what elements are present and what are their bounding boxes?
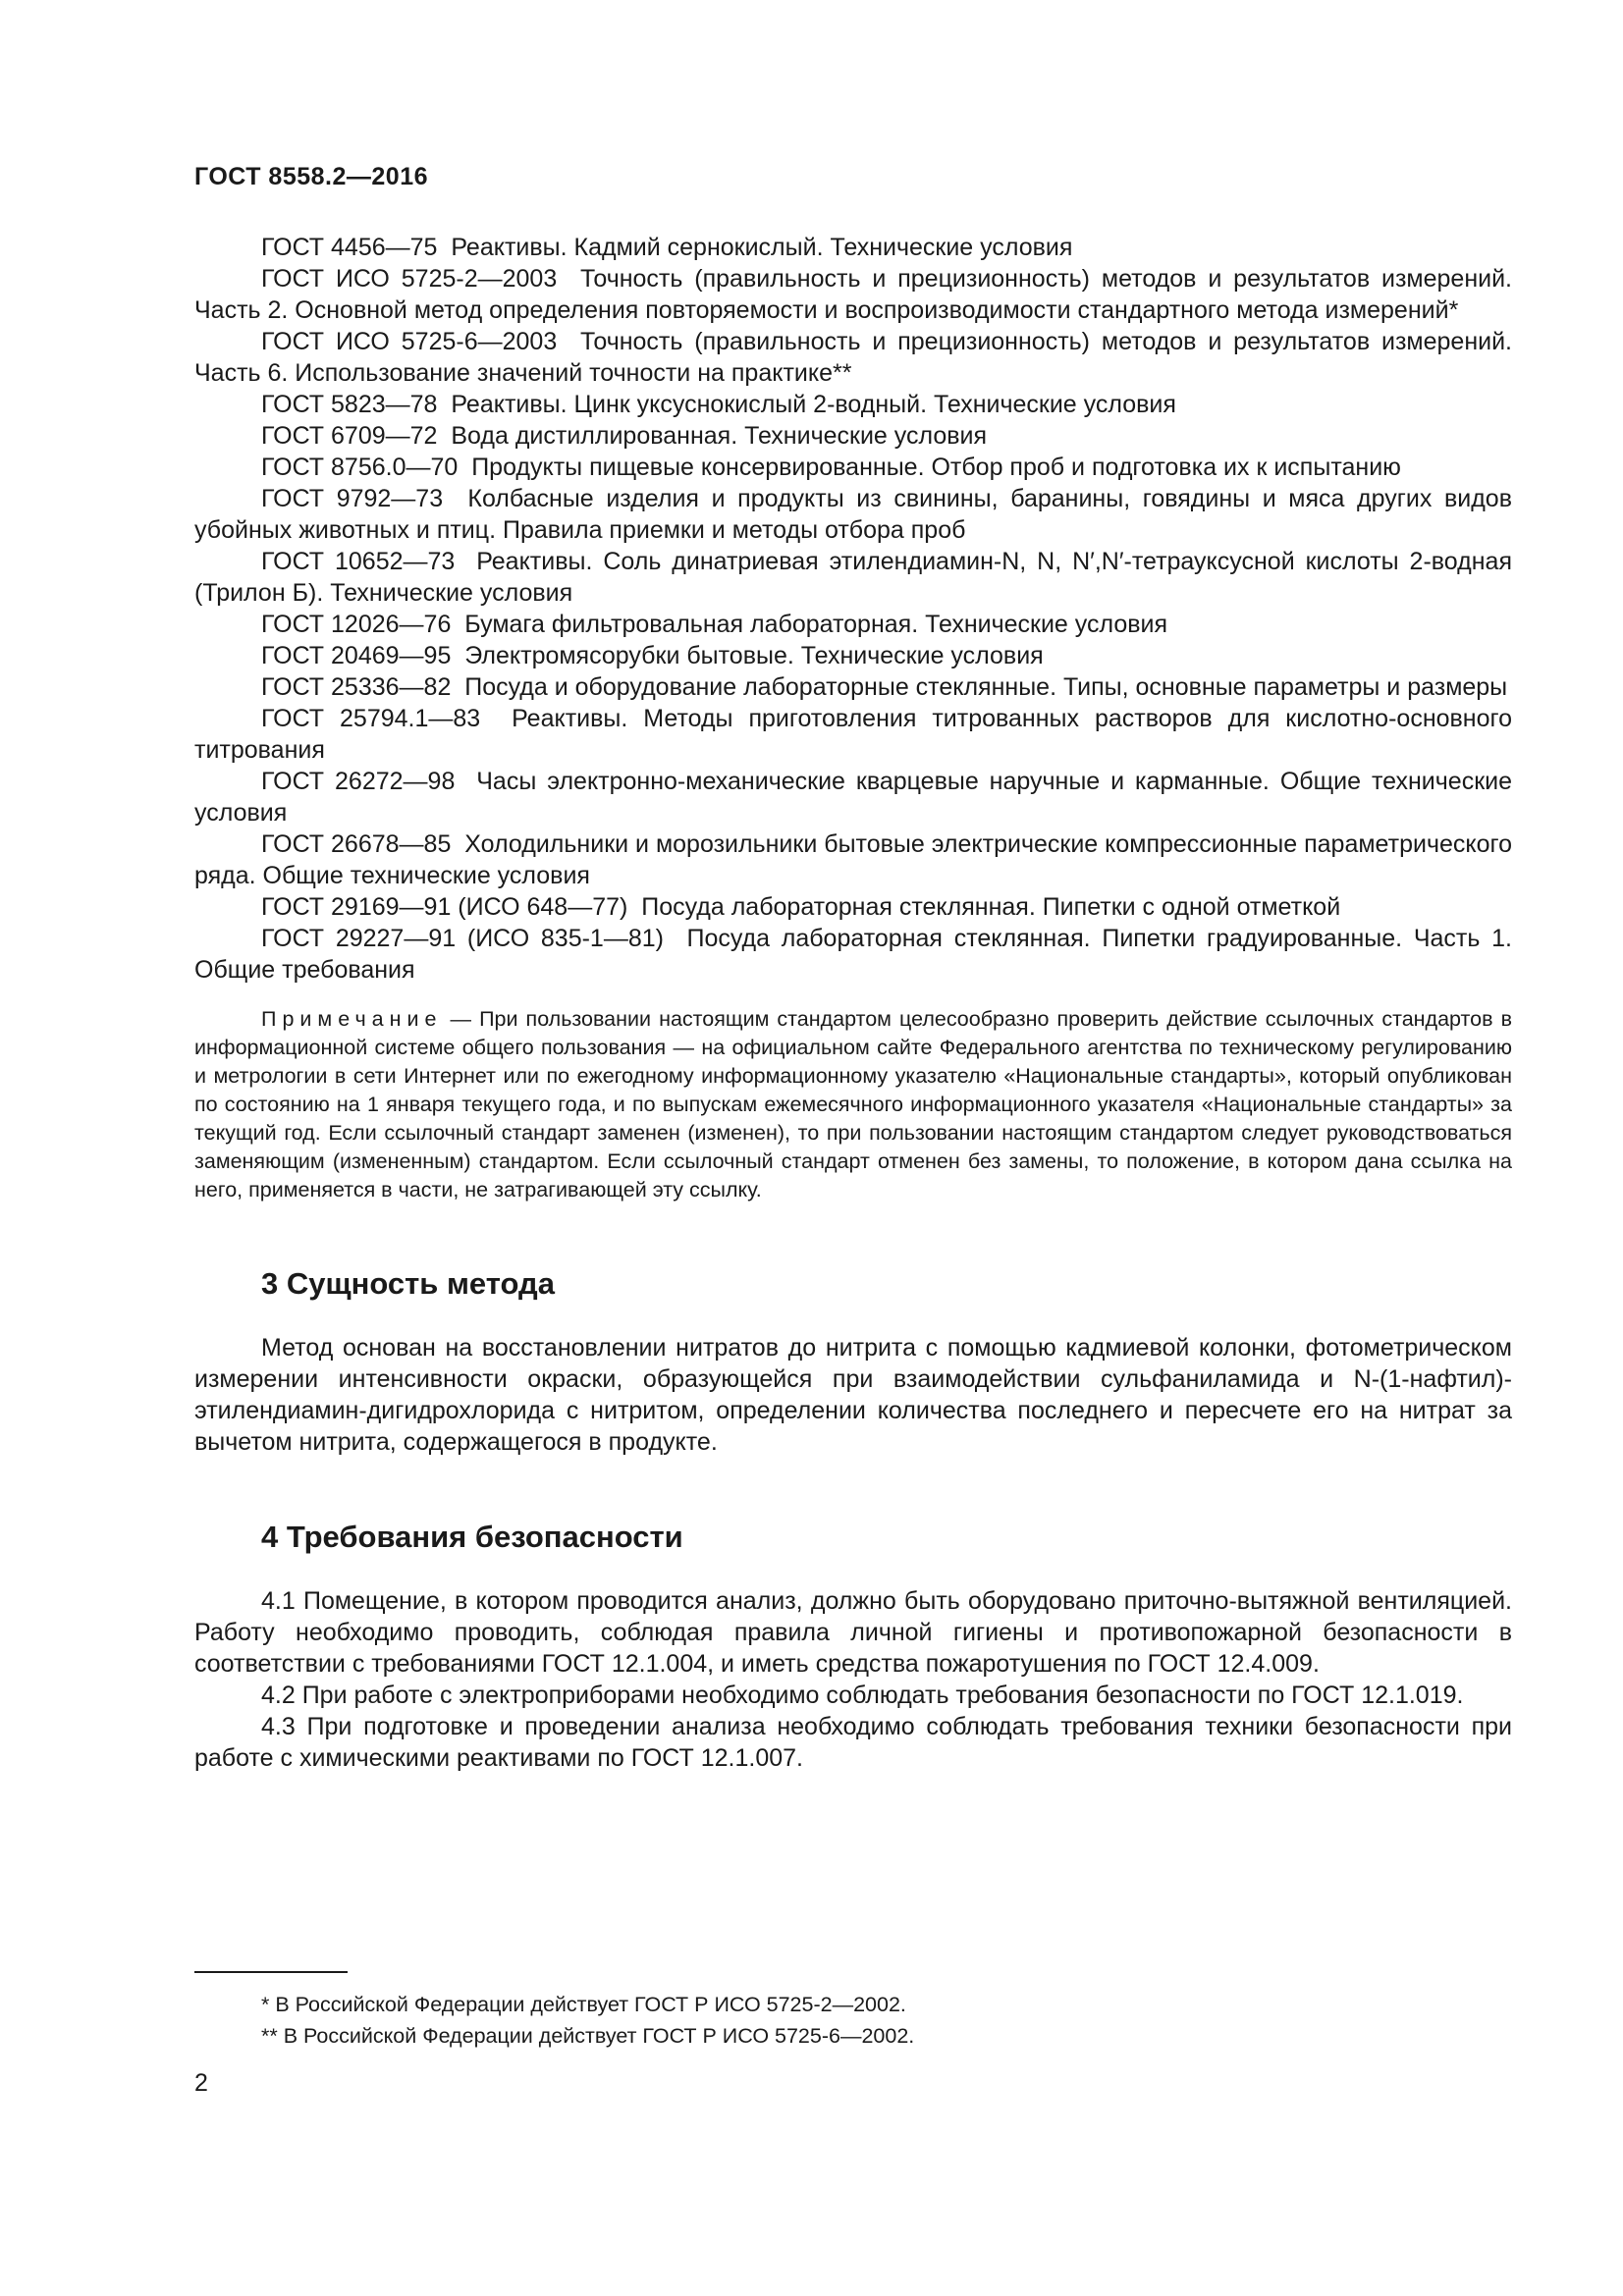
reference-code: ГОСТ 20469—95 bbox=[261, 642, 452, 669]
note-paragraph bbox=[194, 1005, 1512, 1204]
reference-text: Часы электронно-механические кварцевые наручные и карманные. Общие технические условия bbox=[194, 768, 1512, 827]
reference-code: ГОСТ 6709—72 bbox=[261, 422, 438, 450]
section-4-title: 4 Требования безопасности bbox=[261, 1520, 683, 1554]
reference-text: Реактивы. Методы приготовления титрованных растворов для кислотно-основного титрования bbox=[194, 705, 1512, 764]
document-header: ГОСТ 8558.2—2016 bbox=[194, 163, 429, 190]
reference-code: ГОСТ 9792—73 bbox=[261, 485, 444, 512]
reference-code: ГОСТ 4456—75 bbox=[261, 234, 438, 261]
reference-code: ГОСТ 26678—85 bbox=[261, 830, 452, 858]
reference-text: Электромясорубки бытовые. Технические условия bbox=[464, 642, 1044, 669]
note-lead: Примечание bbox=[261, 1007, 443, 1031]
reference-text: Колбасные изделия и продукты из свинины, баранины, говядины и мяса других видов убойных животных и птиц. Правила приемки и методы отбора проб bbox=[194, 485, 1512, 544]
section-4-paragraph: 4.3 При подготовке и проведении анализа необходимо соблюдать требования техники безопасности при работе с химическими реактивами по ГОСТ 12.1.007. bbox=[194, 1713, 1512, 1772]
reference-item bbox=[194, 546, 1512, 609]
reference-text: Посуда и оборудование лабораторные стеклянные. Типы, основные параметры и размеры bbox=[464, 673, 1508, 701]
reference-text: Бумага фильтровальная лабораторная. Технические условия bbox=[464, 611, 1168, 638]
reference-item bbox=[194, 420, 1512, 452]
reference-text: Посуда лабораторная стеклянная. Пипетки с одной отметкой bbox=[641, 893, 1341, 921]
reference-text: Точность (правильность и прецизионность) методов и результатов измерений. Часть 6. Использование значений точности на практике** bbox=[194, 328, 1512, 387]
footnote-item: * В Российской Федерации действует ГОСТ Р ИСО 5725-2—2002. bbox=[261, 1993, 906, 2016]
reference-text: Продукты пищевые консервированные. Отбор проб и подготовка их к испытанию bbox=[471, 454, 1401, 481]
page-content bbox=[194, 232, 1512, 1774]
note-text: — При пользовании настоящим стандартом целесообразно проверить действие ссылочных стандартов в информационной системе общего пользования — на официальном сайте Федерального агентства по техническому регулированию и метрологии в сети Интернет или по ежегодному информационному указателю «Национальные стандарты», который опубликован по состоянию на 1 января текущего года, и по выпускам ежемесячного информационного указателя «Национальные стандарты» за текущий год. Если ссылочный стандарт заменен (изменен), то при пользовании настоящим стандартом следует руководствоваться заменяющим (измененным) стандартом. Если ссылочный стандарт отменен без замены, то положение, в котором дана ссылка на него, применяется в части, не затрагивающей эту ссылку. bbox=[194, 1007, 1512, 1201]
footnote-item: ** В Российской Федерации действует ГОСТ Р ИСО 5725-6—2002. bbox=[261, 2024, 915, 2048]
reference-text: Реактивы. Цинк уксуснокислый 2-водный. Технические условия bbox=[451, 391, 1176, 418]
section-4-paragraph: 4.2 При работе с электроприборами необходимо соблюдать требования безопасности по ГОСТ 12.1.019. bbox=[261, 1682, 1464, 1709]
reference-text: Вода дистиллированная. Технические условия bbox=[451, 422, 988, 450]
reference-code: ГОСТ ИСО 5725-2—2003 bbox=[261, 265, 558, 293]
reference-text: Точность (правильность и прецизионность) методов и результатов измерений. Часть 2. Основной метод определения повторяемости и воспроизводимости стандартного метода измерений* bbox=[194, 265, 1512, 324]
reference-text: Посуда лабораторная стеклянная. Пипетки градуированные. Часть 1. Общие требования bbox=[194, 925, 1512, 984]
reference-item bbox=[194, 263, 1512, 326]
reference-item bbox=[194, 640, 1512, 671]
reference-item bbox=[194, 703, 1512, 766]
reference-item bbox=[194, 232, 1512, 263]
reference-code: ГОСТ ИСО 5725-6—2003 bbox=[261, 328, 558, 355]
reference-item bbox=[194, 609, 1512, 640]
reference-text: Холодильники и морозильники бытовые электрические компрессионные параметрического ряда. Общие технические условия bbox=[194, 830, 1512, 889]
section-4-paragraph: 4.1 Помещение, в котором проводится анализ, должно быть оборудовано приточно-вытяжной вентиляцией. Работу необходимо проводить, соблюдая правила личной гигиены и противопожарной безопасности в соответствии с требованиями ГОСТ 12.1.004, и иметь средства пожаротушения по ГОСТ 12.4.009. bbox=[194, 1587, 1512, 1678]
reference-code: ГОСТ 26272—98 bbox=[261, 768, 456, 795]
reference-item bbox=[194, 891, 1512, 923]
reference-code: ГОСТ 25336—82 bbox=[261, 673, 452, 701]
reference-code: ГОСТ 12026—76 bbox=[261, 611, 452, 638]
footnotes bbox=[194, 1989, 1512, 2052]
section-3-body: Метод основан на восстановлении нитратов до нитрита с помощью кадмиевой колонки, фотометрическом измерении интенсивности окраски, образующейся при взаимодействии сульфаниламида и N-(1-нафтил)-этилендиамин-дигидрохлорида с нитритом, определении количества последнего и пересчете его на нитрат за вычетом нитрита, содержащегося в продукте. bbox=[194, 1334, 1512, 1456]
reference-code: ГОСТ 10652—73 bbox=[261, 548, 456, 575]
reference-code: ГОСТ 25794.1—83 bbox=[261, 705, 481, 732]
reference-code: ГОСТ 29227—91 (ИСО 835-1—81) bbox=[261, 925, 664, 952]
reference-text: Реактивы. Кадмий сернокислый. Технические условия bbox=[451, 234, 1073, 261]
reference-item bbox=[194, 671, 1512, 703]
reference-code: ГОСТ 29169—91 (ИСО 648—77) bbox=[261, 893, 628, 921]
section-3-title: 3 Сущность метода bbox=[261, 1266, 555, 1301]
page-number: 2 bbox=[194, 2069, 208, 2097]
reference-item bbox=[194, 828, 1512, 891]
reference-item bbox=[194, 923, 1512, 986]
reference-item bbox=[194, 483, 1512, 546]
reference-code: ГОСТ 5823—78 bbox=[261, 391, 438, 418]
reference-code: ГОСТ 8756.0—70 bbox=[261, 454, 459, 481]
reference-item bbox=[194, 326, 1512, 389]
reference-item bbox=[194, 766, 1512, 828]
footnote-divider bbox=[194, 1971, 348, 1973]
reference-item bbox=[194, 452, 1512, 483]
reference-item bbox=[194, 389, 1512, 420]
reference-text: Реактивы. Соль динатриевая этилендиамин-N, N, N′,N′-тетрауксусной кислоты 2-водная (Трилон Б). Технические условия bbox=[194, 548, 1512, 607]
references-list bbox=[194, 232, 1512, 986]
